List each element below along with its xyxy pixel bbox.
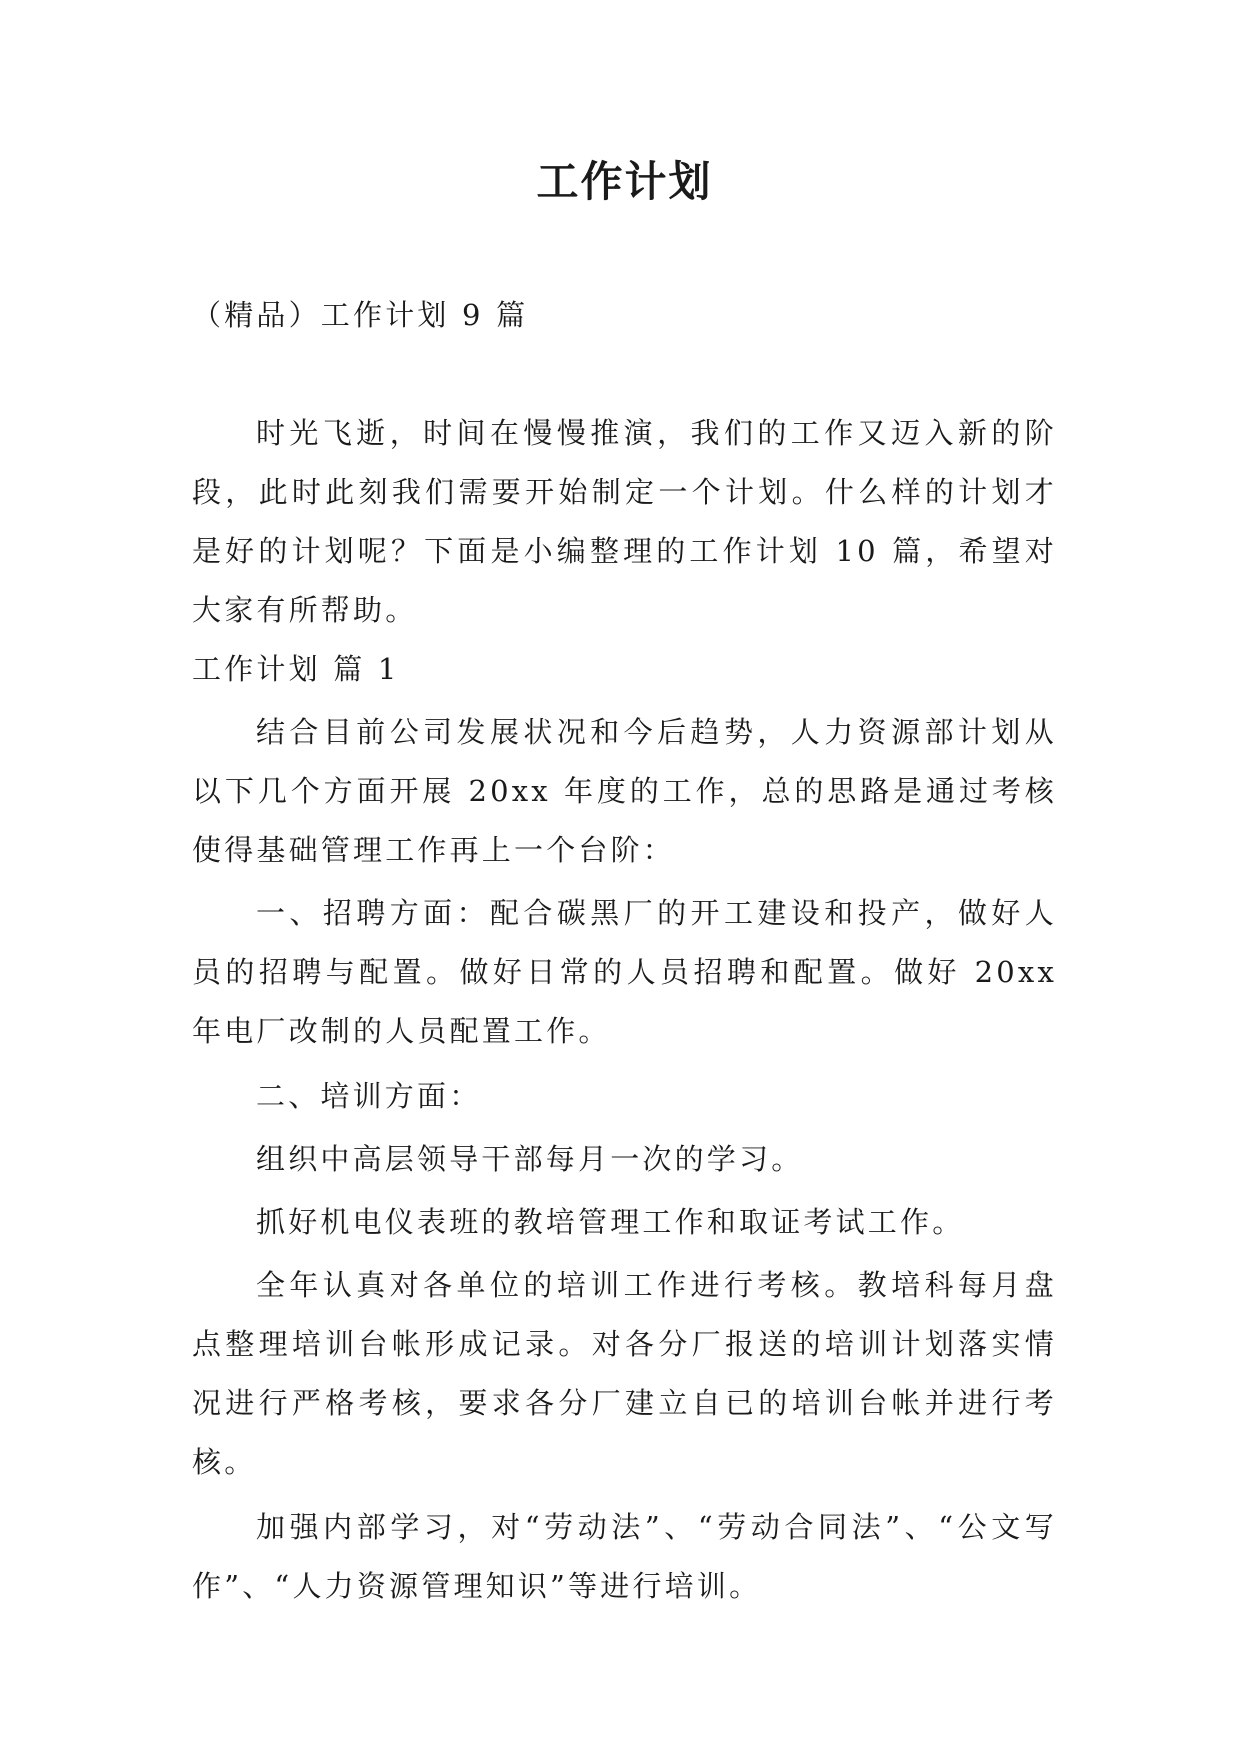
training-heading: 二、培训方面： bbox=[256, 1079, 482, 1113]
document-title: 工作计划 bbox=[536, 157, 713, 206]
training-item: 组织中高层领导干部每月一次的学习。 bbox=[256, 1142, 804, 1176]
section-heading: 工作计划 篇 1 bbox=[192, 652, 400, 686]
document-subtitle: （精品）工作计划 9 篇 bbox=[192, 298, 529, 332]
training-item: 加强内部学习，对“劳动法”、“劳动合同法”、“公文写作”、“人力资源管理知识”等进行培训。 bbox=[192, 1510, 1057, 1603]
training-item: 全年认真对各单位的培训工作进行考核。教培科每月盘点整理培训台帐形成记录。对各分厂报送的培训计划落实情况进行严格考核，要求各分厂建立自已的培训台帐并进行考核。 bbox=[192, 1268, 1057, 1479]
intro-paragraph: 时光飞逝，时间在慢慢推演，我们的工作又迈入新的阶段，此时此刻我们需要开始制定一个计划。什么样的计划才是好的计划呢？下面是小编整理的工作计划 10 篇，希望对大家有所帮助。 bbox=[192, 416, 1057, 627]
training-item: 抓好机电仪表班的教培管理工作和取证考试工作。 bbox=[256, 1205, 965, 1239]
document-body bbox=[192, 404, 1057, 1616]
recruitment-paragraph: 一、招聘方面：配合碳黑厂的开工建设和投产，做好人员的招聘与配置。做好日常的人员招聘和配置。做好 20xx 年电厂改制的人员配置工作。 bbox=[192, 896, 1057, 1048]
body-paragraph: 结合目前公司发展状况和今后趋势，人力资源部计划从以下几个方面开展 20xx 年度的工作，总的思路是通过考核使得基础管理工作再上一个台阶： bbox=[192, 715, 1057, 867]
